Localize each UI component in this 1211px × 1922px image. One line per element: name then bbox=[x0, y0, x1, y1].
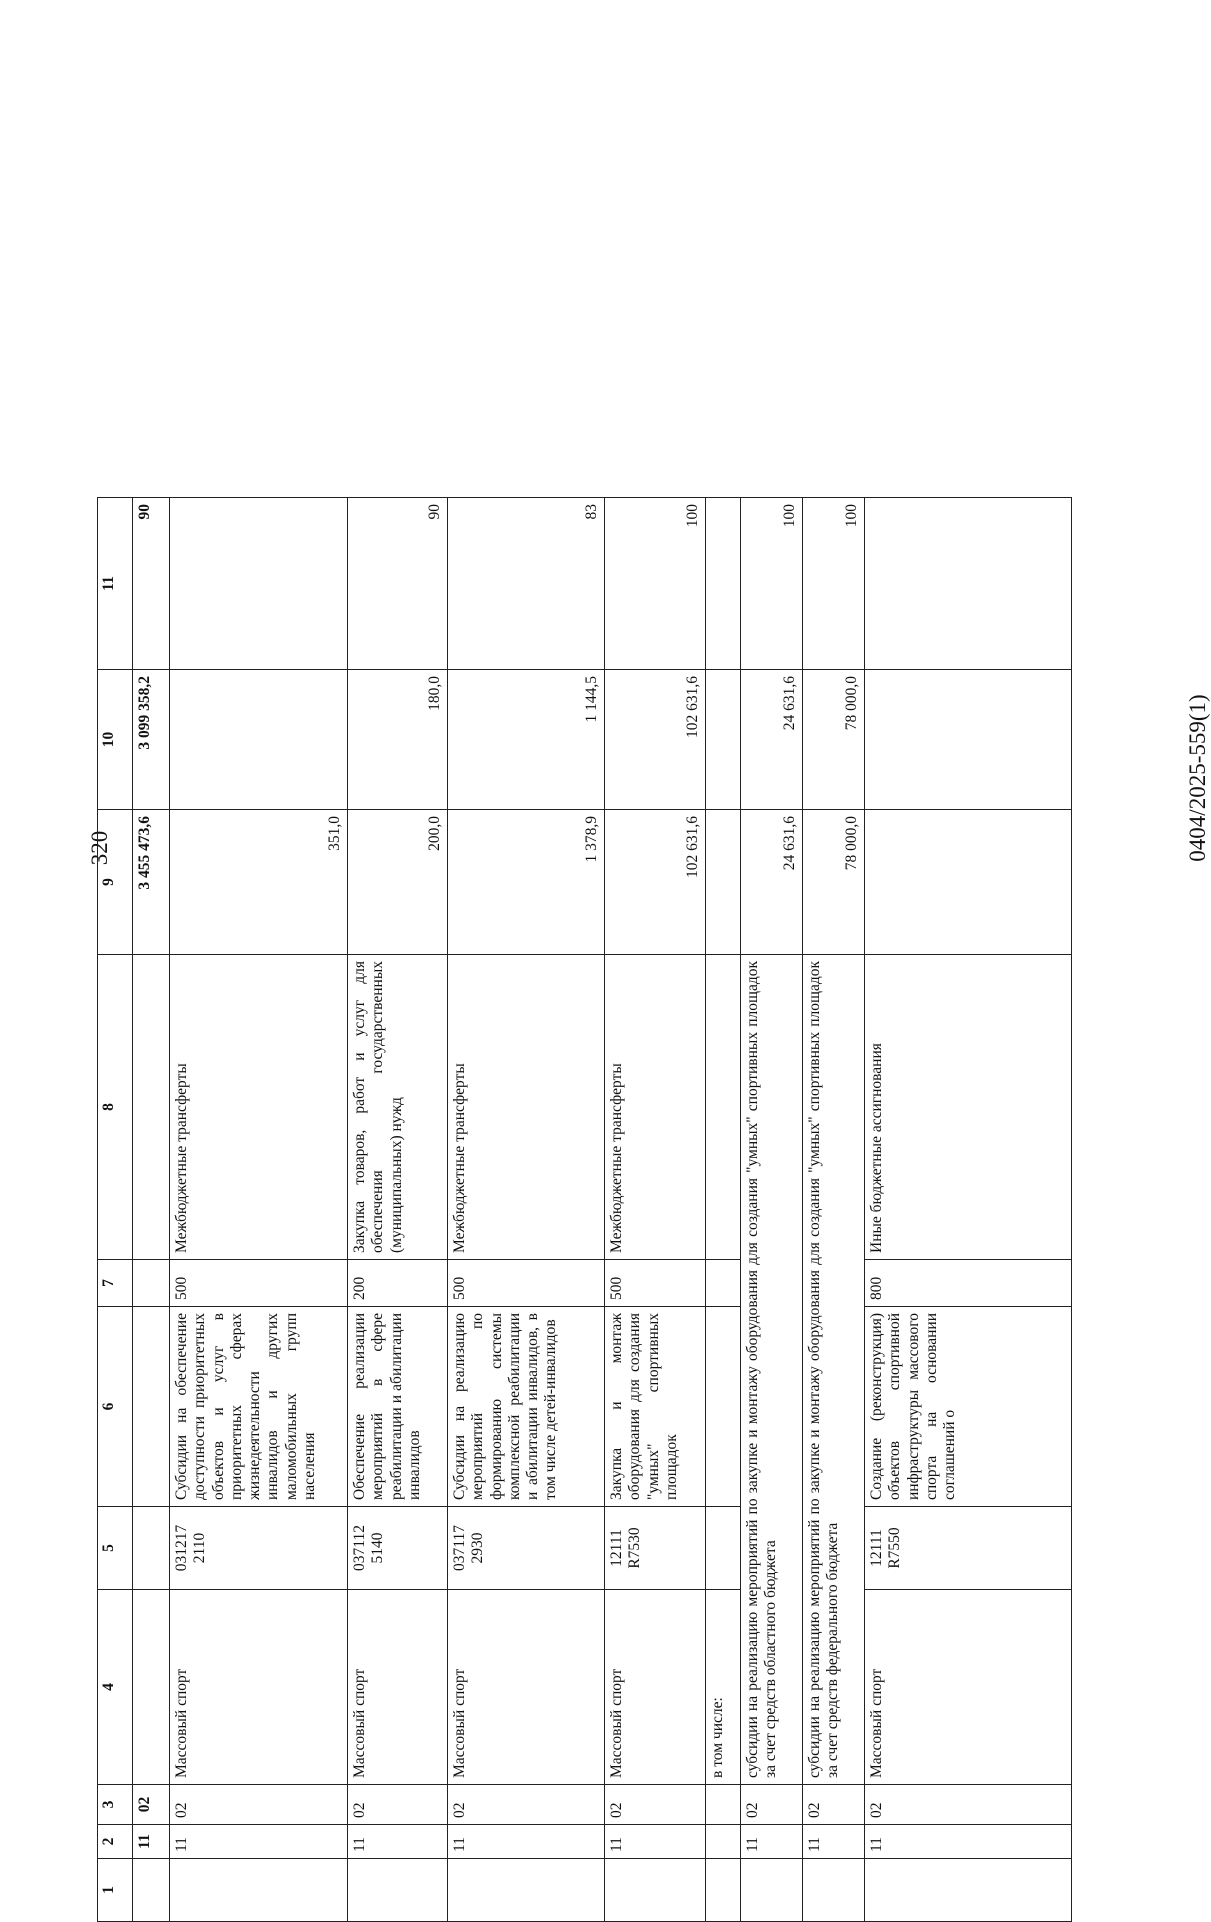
table-cell: Массовый спорт bbox=[605, 1590, 706, 1785]
table-cell: 02 bbox=[741, 1785, 803, 1825]
header-cell: 10 bbox=[98, 670, 133, 810]
table-cell: 24 631,6 bbox=[741, 670, 803, 810]
table-cell bbox=[706, 1825, 741, 1859]
table-cell: 500 bbox=[170, 1260, 348, 1307]
header-cell: 2 bbox=[98, 1825, 133, 1859]
table-row bbox=[741, 498, 803, 1922]
table-cell: 11 bbox=[448, 1825, 605, 1859]
table-cell: Массовый спорт bbox=[865, 1590, 1072, 1785]
table-cell bbox=[170, 670, 348, 810]
table-cell: 24 631,6 bbox=[741, 810, 803, 955]
table-cell: 100 bbox=[605, 498, 706, 670]
table-row bbox=[605, 498, 706, 1922]
table-cell: 11 bbox=[865, 1825, 1072, 1859]
table-cell: 78 000,0 bbox=[803, 670, 865, 810]
table-cell: Закупка и монтаж оборудования для создания "умных" спортивных площадок bbox=[605, 1307, 706, 1507]
table-cell: 02 bbox=[348, 1785, 448, 1825]
table-cell: 200,0 bbox=[348, 810, 448, 955]
header-cell: 3 bbox=[98, 1785, 133, 1825]
table-cell: 11 bbox=[133, 1825, 170, 1859]
table-cell bbox=[706, 955, 741, 1260]
budget-table bbox=[97, 497, 1072, 1922]
table-cell: 500 bbox=[448, 1260, 605, 1307]
table-row bbox=[706, 498, 741, 1922]
table-cell: Межбюджетные трансферты bbox=[605, 955, 706, 1260]
table-cell: 02 bbox=[133, 1785, 170, 1825]
table-cell: 02 bbox=[865, 1785, 1072, 1825]
table-cell bbox=[133, 1307, 170, 1507]
table-cell bbox=[706, 1859, 741, 1922]
table-cell: 037117 2930 bbox=[448, 1507, 605, 1590]
page-number: 320 bbox=[87, 830, 112, 866]
table-cell bbox=[170, 498, 348, 670]
table-cell: 180,0 bbox=[348, 670, 448, 810]
table-cell: Массовый спорт bbox=[170, 1590, 348, 1785]
table-cell: 11 bbox=[348, 1825, 448, 1859]
table-cell: 1 378,9 bbox=[448, 810, 605, 955]
header-cell: 1 bbox=[98, 1859, 133, 1922]
table-cell: 90 bbox=[133, 498, 170, 670]
header-cell: 7 bbox=[98, 1260, 133, 1307]
table-cell bbox=[133, 1507, 170, 1590]
table-cell: Межбюджетные трансферты bbox=[448, 955, 605, 1260]
table-row bbox=[170, 498, 348, 1922]
table-cell: 02 bbox=[170, 1785, 348, 1825]
table-cell: 351,0 bbox=[170, 810, 348, 955]
table-cell: 031217 2110 bbox=[170, 1507, 348, 1590]
table-cell bbox=[133, 1859, 170, 1922]
table-cell: 11 bbox=[803, 1825, 865, 1859]
table-cell: 11 bbox=[741, 1825, 803, 1859]
table-cell bbox=[133, 1590, 170, 1785]
table-cell: Межбюджетные трансферты bbox=[170, 955, 348, 1260]
table-cell bbox=[133, 955, 170, 1260]
table-cell bbox=[706, 1785, 741, 1825]
table-row bbox=[803, 498, 865, 1922]
table-cell: Обеспечение реализации мероприятий в сфере реабилитации и абилитации инвалидов bbox=[348, 1307, 448, 1507]
table-cell bbox=[865, 810, 1072, 955]
table-cell: 1 144,5 bbox=[448, 670, 605, 810]
table-cell: 11 bbox=[170, 1825, 348, 1859]
table-cell bbox=[706, 498, 741, 670]
table-cell: 100 bbox=[741, 498, 803, 670]
table-cell: 102 631,6 bbox=[605, 670, 706, 810]
table-cell: в том числе: bbox=[706, 1590, 741, 1785]
table-cell: 83 bbox=[448, 498, 605, 670]
header-cell: 5 bbox=[98, 1507, 133, 1590]
table-cell: 3 099 358,2 bbox=[133, 670, 170, 810]
table-cell bbox=[706, 1260, 741, 1307]
table-cell bbox=[706, 1307, 741, 1507]
table-row bbox=[348, 498, 448, 1922]
table-cell: 11 bbox=[605, 1825, 706, 1859]
table-cell: Создание (реконструкция) объектов спортивной инфраструктуры массового спорта на основании соглашений о bbox=[865, 1307, 1072, 1507]
table-cell bbox=[706, 670, 741, 810]
table-cell: 90 bbox=[348, 498, 448, 670]
table-cell bbox=[348, 1859, 448, 1922]
table-cell: Субсидии на реализацию мероприятий по формированию системы комплексной реабилитации и абилитации инвалидов, в том числе детей-инвалидов bbox=[448, 1307, 605, 1507]
table-cell: 12111 R7550 bbox=[865, 1507, 1072, 1590]
budget-table-rotated bbox=[97, 498, 1067, 1922]
table-cell bbox=[706, 1507, 741, 1590]
table-cell: субсидии на реализацию мероприятий по закупке и монтажу оборудования для создания "умных" спортивных площадок за счет средств областного бюджета bbox=[741, 955, 803, 1785]
table-cell: 100 bbox=[803, 498, 865, 670]
header-cell: 11 bbox=[98, 498, 133, 670]
header-cell: 9 bbox=[98, 810, 133, 955]
table-cell: 037112 5140 bbox=[348, 1507, 448, 1590]
table-cell: 200 bbox=[348, 1260, 448, 1307]
table-row bbox=[865, 498, 1072, 1922]
header-row bbox=[98, 498, 133, 1922]
table-cell: Массовый спорт bbox=[348, 1590, 448, 1785]
table-cell: 02 bbox=[448, 1785, 605, 1825]
table-cell: 12111 R7530 bbox=[605, 1507, 706, 1590]
table-cell: 02 bbox=[605, 1785, 706, 1825]
table-cell: Субсидии на обеспечение доступности приоритетных объектов и услуг в приоритетных сферах жизнедеятельности инвалидов и других маломобильных групп населения bbox=[170, 1307, 348, 1507]
total-row bbox=[133, 498, 170, 1922]
header-cell: 8 bbox=[98, 955, 133, 1260]
table-cell: 02 bbox=[803, 1785, 865, 1825]
document-code: 0404/2025-559(1) bbox=[1185, 694, 1210, 862]
table-cell: 78 000,0 bbox=[803, 810, 865, 955]
table-cell bbox=[170, 1859, 348, 1922]
table-cell bbox=[448, 1859, 605, 1922]
table-cell bbox=[865, 670, 1072, 810]
table-cell: Массовый спорт bbox=[448, 1590, 605, 1785]
table-cell bbox=[803, 1859, 865, 1922]
table-cell: 500 bbox=[605, 1260, 706, 1307]
table-cell bbox=[865, 1859, 1072, 1922]
table-cell: 3 455 473,6 bbox=[133, 810, 170, 955]
table-cell: Иные бюджетные ассигнования bbox=[865, 955, 1072, 1260]
table-cell: субсидии на реализацию мероприятий по закупке и монтажу оборудования для создания "умных" спортивных площадок за счет средств федерального бюджета bbox=[803, 955, 865, 1785]
table-cell bbox=[741, 1859, 803, 1922]
table-cell bbox=[706, 810, 741, 955]
header-cell: 4 bbox=[98, 1590, 133, 1785]
table-cell: 800 bbox=[865, 1260, 1072, 1307]
table-cell: 102 631,6 bbox=[605, 810, 706, 955]
table-cell bbox=[865, 498, 1072, 670]
table-cell: Закупка товаров, работ и услуг для обеспечения государственных (муниципальных) нужд bbox=[348, 955, 448, 1260]
header-cell: 6 bbox=[98, 1307, 133, 1507]
table-cell bbox=[133, 1260, 170, 1307]
table-row bbox=[448, 498, 605, 1922]
table-cell bbox=[605, 1859, 706, 1922]
